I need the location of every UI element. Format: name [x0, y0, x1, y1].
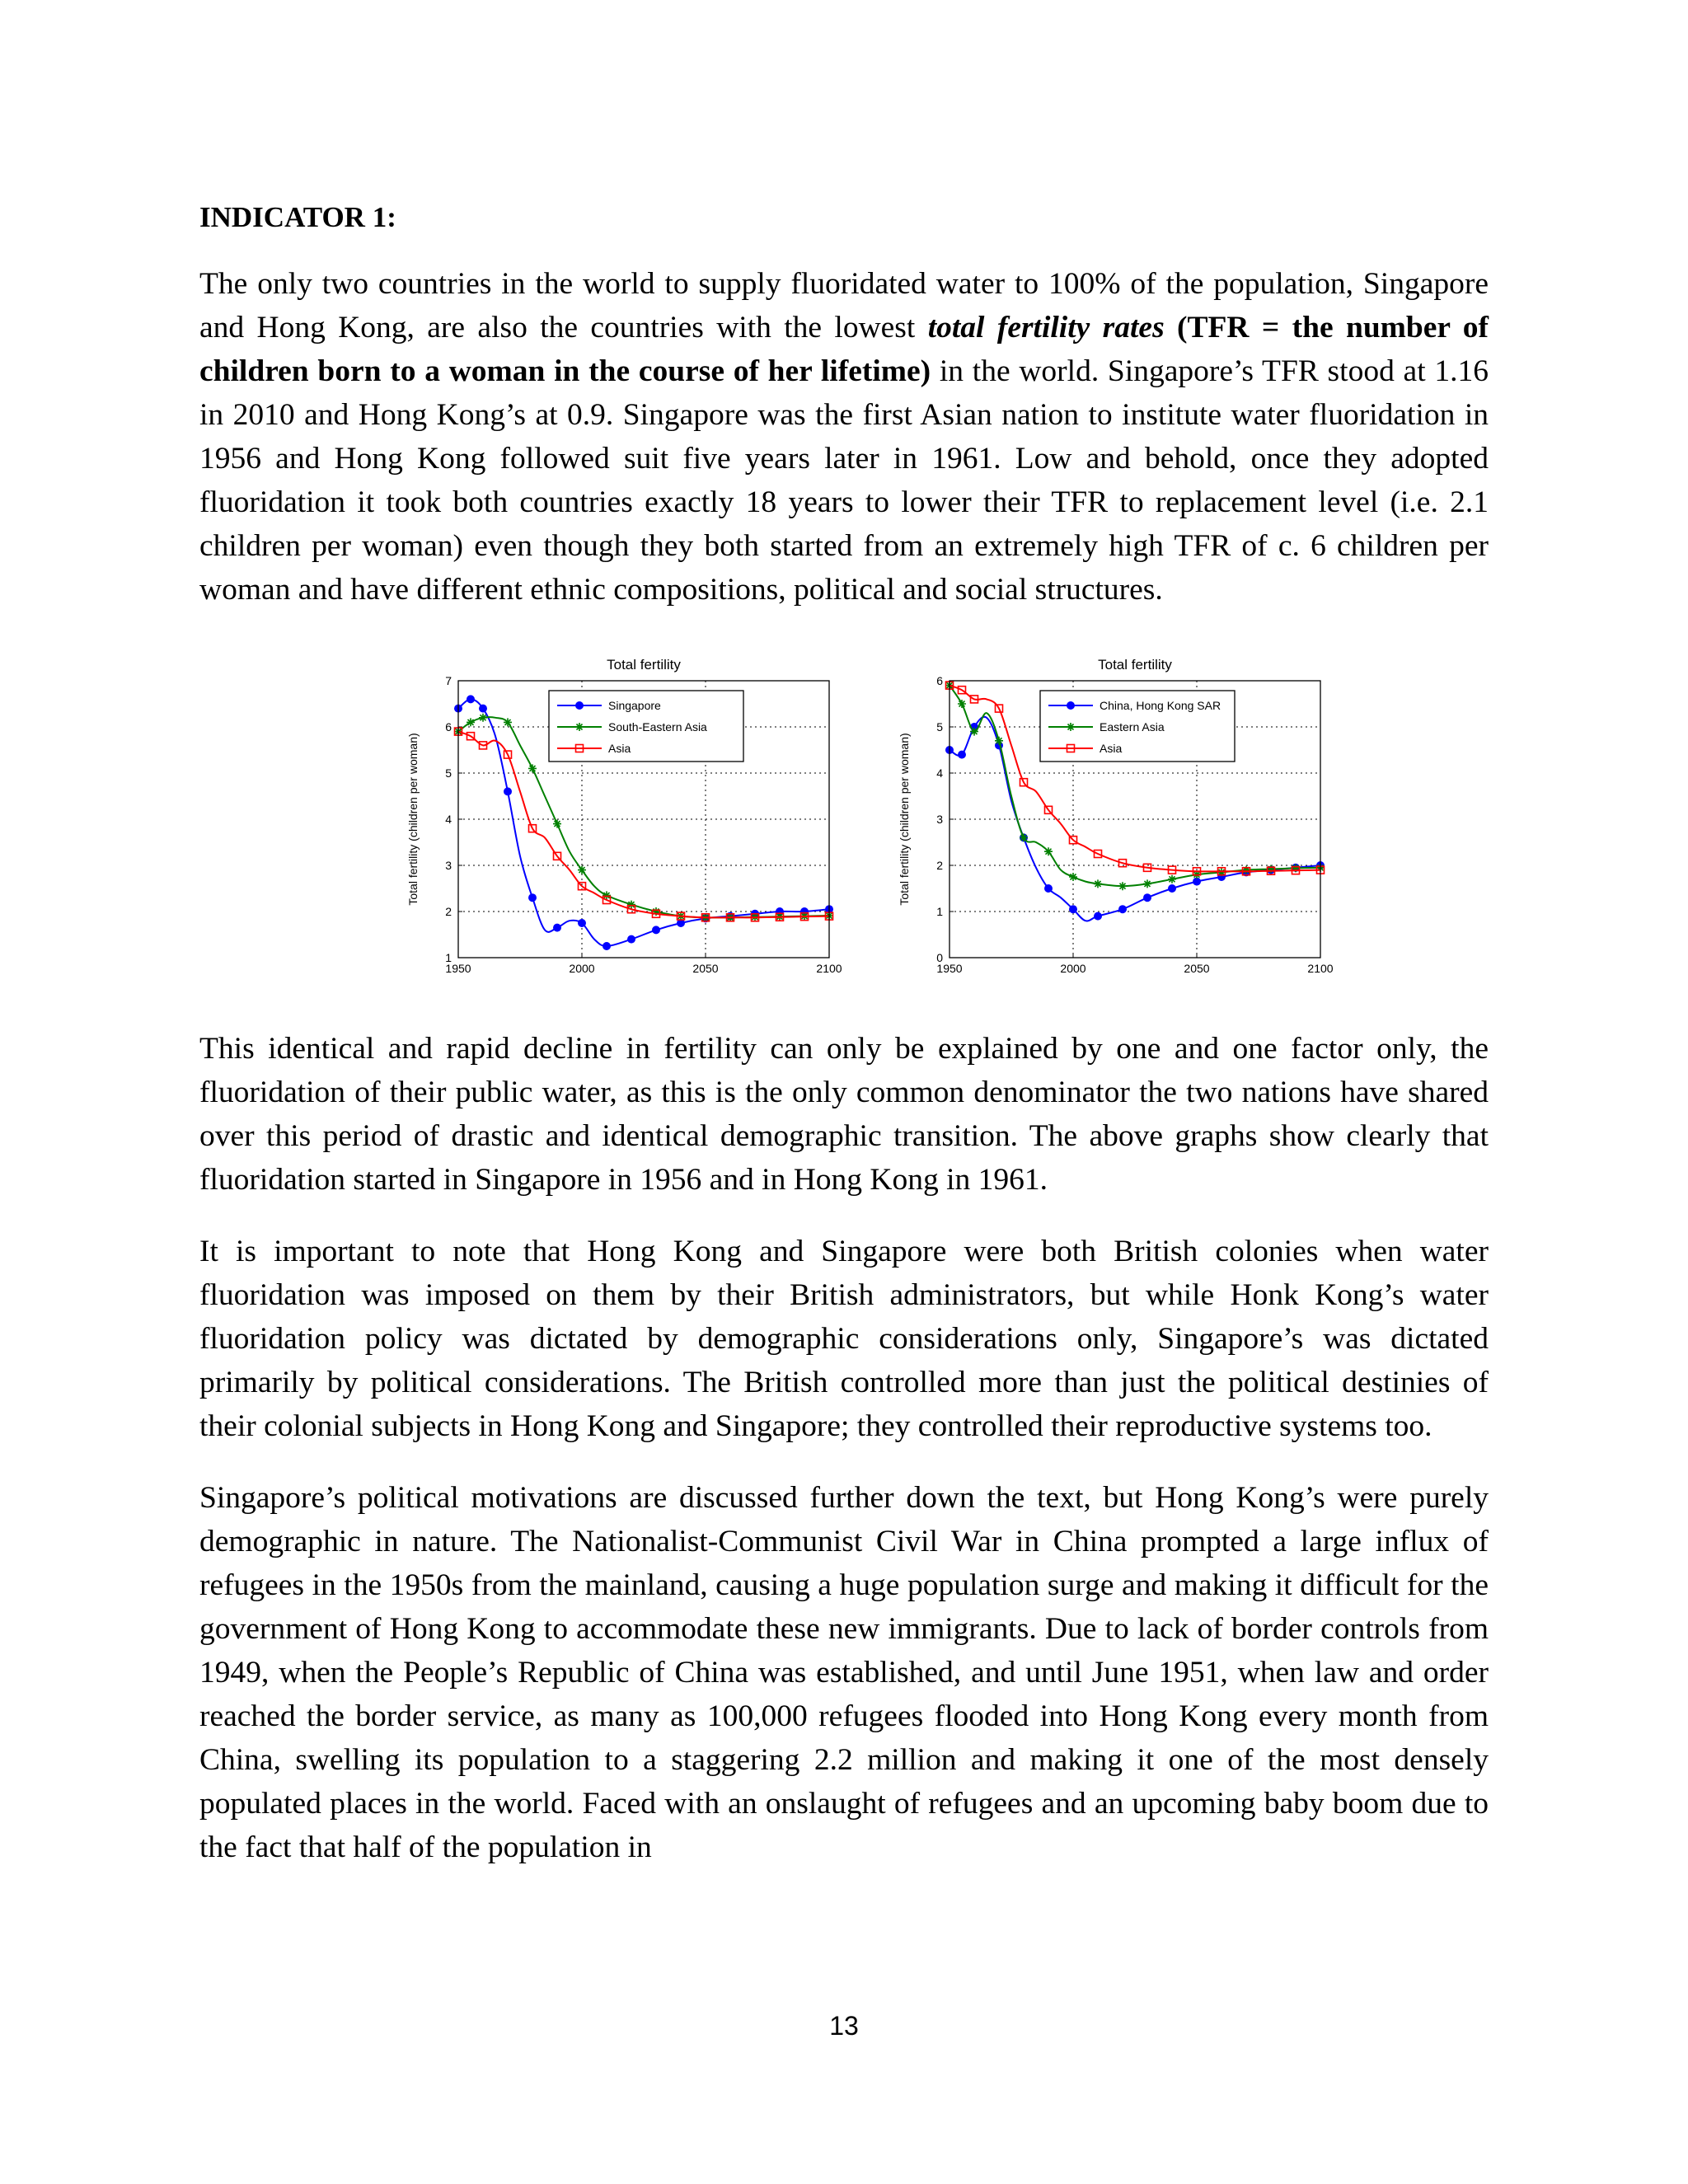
chart-1-series-1-point-2000 — [1069, 873, 1077, 881]
page-content — [199, 194, 1489, 1869]
chart-1-ytick-label-6: 6 — [936, 674, 943, 687]
chart-0-legend-marker-1 — [575, 723, 584, 731]
paragraph-1-part-d: in the world. Singapore’s TFR stood at 1.16 in 2010 and Hong Kong’s at 0.9. Singapore was the first Asian nation to institute water fluoridation in 1956 and Hong Kong followed suit five years later in 1961. Low and behold, once they adopted fluoridation it took both countries exactly 18 years to lower their TFR to replacement level (i.e. 2.1 children per woman) even though they both started from an extremely high TFR of c. 6 children per woman and have different ethnic compositions, political and social structures. — [199, 354, 1489, 607]
chart-0-legend-label-0: Singapore — [608, 699, 661, 712]
chart-1-legend-marker-1 — [1067, 723, 1075, 731]
chart-1-legend-label-2: Asia — [1100, 742, 1123, 755]
chart-0-ytick-label-6: 6 — [445, 720, 452, 733]
chart-1-ylabel: Total fertility (children per woman) — [898, 733, 911, 906]
paragraph-1-part-a: The only two countries in the world to supply fluoridated water to 100% of the population, Singapore and Hong Kong, are also the countries with the lowest — [199, 267, 1489, 344]
chart-0-series-0-point-1960 — [480, 705, 487, 712]
chart-1-ytick-label-2: 2 — [936, 859, 943, 872]
chart-1-series-0-point-2030 — [1144, 894, 1151, 902]
chart-0-xtick-label-2050: 2050 — [692, 962, 719, 975]
chart-1-series-0-point-1990 — [1045, 885, 1053, 893]
page-number: 13 — [829, 2011, 859, 2041]
chart-0-xtick-label-1950: 1950 — [445, 962, 471, 975]
chart-0-series-0-point-2020 — [628, 935, 635, 943]
chart-1-xtick-label-2100: 2100 — [1307, 962, 1334, 975]
chart-0-title: Total fertility — [607, 657, 681, 673]
tfr-definition: (TFR = the number of children born to a woman in the course of her lifetime) — [199, 311, 1489, 388]
chart-hong-kong — [875, 649, 1535, 996]
chart-0-series-0-point-2000 — [579, 920, 586, 927]
paragraph-2: This identical and rapid decline in fertility can only be explained by one and one factor only, the fluoridation of their public water, as this is the only common denominator the two nations have shared over this period of drastic and identical demographic transition. The above graphs show clearly that fluoridation started in Singapore in 1956 and in Hong Kong in 1961. — [199, 1032, 1489, 1197]
chart-0-series-0-point-2030 — [653, 926, 660, 934]
chart-1-legend-label-0: China, Hong Kong SAR — [1100, 699, 1221, 712]
chart-1-legend-label-1: Eastern Asia — [1100, 720, 1165, 733]
chart-1-ytick-label-1: 1 — [936, 905, 943, 918]
term-total-fertility-rates: total fertility rates — [927, 311, 1165, 344]
chart-1-xtick-label-1950: 1950 — [936, 962, 963, 975]
chart-0-ytick-label-7: 7 — [445, 674, 452, 687]
chart-1-series-0-point-2010 — [1095, 912, 1102, 920]
chart-0-ylabel: Total fertility (children per woman) — [406, 733, 420, 906]
chart-0-ytick-label-4: 4 — [445, 813, 452, 826]
chart-hong-kong-svg — [875, 649, 1535, 996]
chart-1-series-0-point-2000 — [1070, 906, 1077, 913]
chart-0-legend-label-2: Asia — [608, 742, 631, 755]
chart-1-series-0-point-2020 — [1119, 906, 1127, 913]
chart-1-ytick-label-5: 5 — [936, 720, 943, 733]
chart-1-xtick-label-2000: 2000 — [1060, 962, 1086, 975]
paragraph-4: Singapore’s political motivations are discussed further down the text, but Hong Kong’s were purely demographic in nature. The Nationalist-Communist Civil War in China prompted a large influx of refugees in the 1950s from the mainland, causing a huge population surge and making it difficult for the government of Hong Kong to accommodate these new immigrants. Due to lack of border controls from 1949, when the People’s Republic of China was established, and until June 1951, when law and order reached the border service, as many as 100,000 refugees flooded into Hong Kong every month from China, swelling its population to a staggering 2.2 million and making it one of the most densely populated places in the world. Faced with an onslaught of refugees and an upcoming baby boom due to the fact that half of the population in — [199, 1481, 1489, 1864]
chart-1-ytick-label-4: 4 — [936, 766, 943, 780]
chart-1-title: Total fertility — [1098, 657, 1172, 673]
chart-0-ytick-label-1: 1 — [445, 951, 452, 964]
chart-0-series-0-point-1970 — [504, 788, 512, 795]
chart-0-legend-marker-0 — [576, 702, 584, 710]
chart-1-ytick-label-0: 0 — [936, 951, 943, 964]
chart-0-ytick-label-5: 5 — [445, 766, 452, 780]
figure-row — [199, 649, 1489, 996]
chart-0-series-0-point-1955 — [467, 696, 475, 703]
chart-1-ytick-label-3: 3 — [936, 813, 943, 826]
chart-1-series-0-point-1955 — [959, 751, 966, 758]
chart-1-series-0-point-2050 — [1193, 878, 1201, 885]
chart-0-xtick-label-2000: 2000 — [569, 962, 595, 975]
chart-1-legend-marker-0 — [1067, 702, 1075, 710]
section-heading: INDICATOR 1: — [199, 201, 396, 233]
chart-0-xtick-label-2100: 2100 — [816, 962, 842, 975]
paragraph-3: It is important to note that Hong Kong and Singapore were both British colonies when water fluoridation was imposed on them by their British administrators, but while Honk Kong’s water fluoridation policy was dictated by demographic considerations only, Singapore’s was dictated primarily by political considerations. The British controlled more than just the political destinies of their colonial subjects in Hong Kong and Singapore; they controlled their reproductive systems too. — [199, 1235, 1489, 1443]
paragraph-1 — [199, 262, 1489, 612]
chart-0-ytick-label-3: 3 — [445, 859, 452, 872]
chart-0-series-0-point-1990 — [554, 924, 561, 931]
chart-0-series-0-point-1980 — [529, 894, 537, 902]
chart-1-series-0-point-2040 — [1169, 885, 1176, 893]
chart-1-xtick-label-2050: 2050 — [1184, 962, 1210, 975]
chart-0-series-0-point-2010 — [603, 943, 611, 950]
chart-0-legend-label-1: South-Eastern Asia — [608, 720, 707, 733]
chart-0-ytick-label-2: 2 — [445, 905, 452, 918]
chart-1-series-1-point-1955 — [958, 700, 966, 708]
